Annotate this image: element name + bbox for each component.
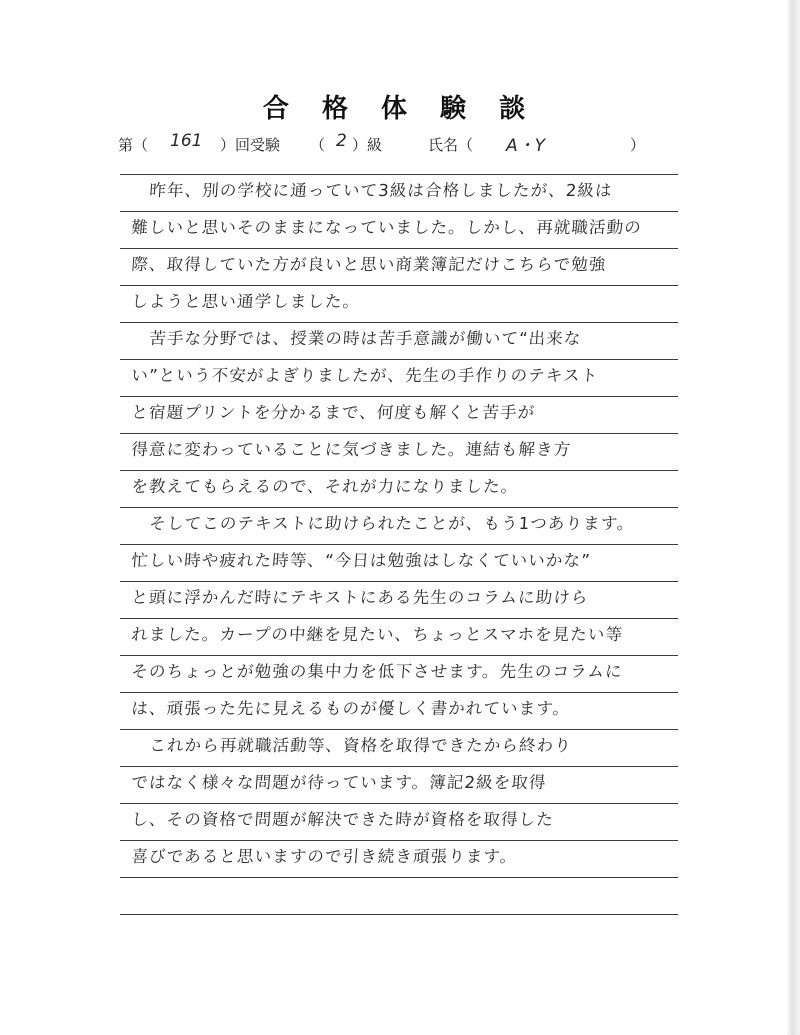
essay-line-20 bbox=[130, 880, 684, 914]
ruled-line bbox=[120, 396, 678, 397]
essay-line-2: 難しいと思いそのままになっていました。しかし、再就職活動の bbox=[130, 218, 643, 237]
ruled-line bbox=[120, 766, 678, 767]
name-label: 氏名（ bbox=[428, 136, 474, 154]
ruled-line bbox=[120, 914, 678, 915]
grade-open: （ bbox=[310, 136, 326, 154]
essay-line-7: と宿題プリントを分かるまで、何度も解くと苦手が bbox=[130, 403, 536, 422]
essay-line-17: ではなく様々な問題が待っています。簿記2級を取得 bbox=[130, 773, 548, 792]
essay-line-9: を教えてもらえるので、それが力になりました。 bbox=[130, 477, 519, 496]
essay-line-18: し、その資格で問題が解決できた時が資格を取得した bbox=[130, 810, 555, 829]
ruled-line bbox=[120, 729, 678, 730]
ruled-line bbox=[120, 840, 678, 841]
grade-value: 2 bbox=[336, 131, 347, 151]
round-suffix: ）回受験 bbox=[220, 136, 281, 154]
ruled-line bbox=[120, 322, 678, 323]
essay-line-19: 喜びであると思いますので引き続き頑張ります。 bbox=[130, 847, 518, 866]
ruled-line bbox=[120, 507, 678, 508]
essay-line-13: れました。カープの中継を見たい、ちょっとスマホを見たい等 bbox=[130, 625, 624, 644]
ruled-line bbox=[120, 174, 678, 175]
ruled-line bbox=[120, 544, 678, 545]
essay-line-8: 得意に変わっていることに気づきました。連結も解き方 bbox=[130, 440, 572, 459]
author-name: A・Y bbox=[506, 136, 546, 156]
essay-line-1: 昨年、別の学校に通っていて3級は合格しましたが、2級は bbox=[148, 181, 614, 200]
round-number: 161 bbox=[170, 131, 203, 151]
ruled-line bbox=[120, 285, 678, 286]
essay-line-3: 際、取得していた方が良いと思い商業簿記だけこちらで勉強 bbox=[130, 255, 608, 274]
ruled-line bbox=[120, 581, 678, 582]
round-prefix: 第（ bbox=[118, 136, 149, 154]
essay-line-5: 苦手な分野では、授業の時は苦手意識が働いて“出来な bbox=[148, 329, 583, 348]
ruled-line bbox=[120, 359, 678, 360]
essay-line-6: い”という不安がよぎりましたが、先生の手作りのテキスト bbox=[130, 366, 600, 385]
essay-line-16: これから再就職活動等、資格を取得できたから終わり bbox=[148, 736, 573, 755]
ruled-line bbox=[120, 618, 678, 619]
essay-line-15: は、頑張った先に見えるものが優しく書かれています。 bbox=[130, 699, 571, 718]
essay-line-10: そしてこのテキストに助けられたことが、もう1つあります。 bbox=[148, 514, 636, 533]
ruled-line bbox=[120, 470, 678, 471]
ruled-line bbox=[120, 692, 678, 693]
essay-line-12: と頭に浮かんだ時にテキストにある先生のコラムに助けら bbox=[130, 588, 590, 607]
ruled-line bbox=[120, 433, 678, 434]
grade-close: ）級 bbox=[352, 136, 383, 154]
name-close: ） bbox=[630, 136, 646, 154]
ruled-line bbox=[120, 655, 678, 656]
essay-line-11: 忙しい時や疲れた時等、“今日は勉強はしなくていいかな” bbox=[130, 551, 592, 570]
page-title: 合 格 体 験 談 bbox=[262, 94, 538, 124]
ruled-line bbox=[120, 248, 678, 249]
essay-line-14: そのちょっとが勉強の集中力を低下させます。先生のコラムに bbox=[130, 662, 624, 681]
ruled-line bbox=[120, 877, 678, 878]
ruled-line bbox=[120, 803, 678, 804]
ruled-line bbox=[120, 211, 678, 212]
essay-line-4: しようと思い通学しました。 bbox=[130, 292, 361, 311]
